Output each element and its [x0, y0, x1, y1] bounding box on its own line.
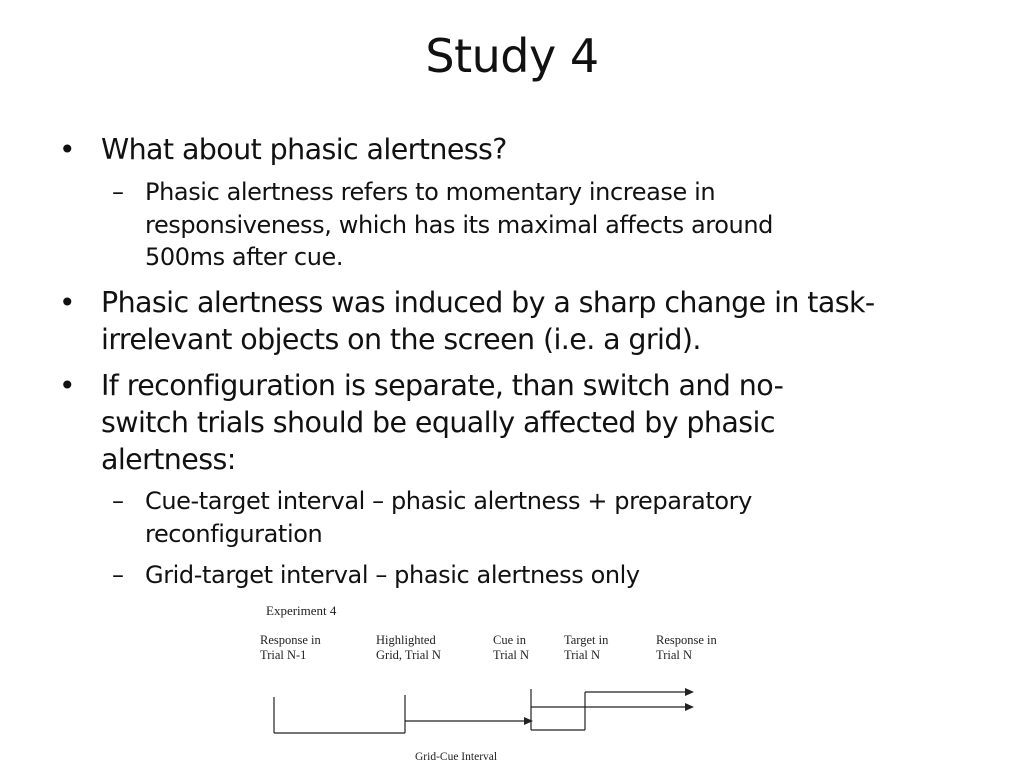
sub-bullet-line: reconfiguration — [145, 519, 323, 548]
sub-bullet-cue-target — [112, 485, 752, 550]
event-label-line: Target in — [564, 633, 609, 647]
arrowhead-cue — [685, 703, 694, 711]
grid-cue-interval-label: Grid-Cue Interval — [415, 751, 498, 763]
event-label-line: Highlighted — [376, 633, 436, 647]
event-label-line: Response in — [260, 633, 321, 647]
bullet-line: alertness: — [101, 443, 236, 476]
sub-bullet-grid-target — [112, 559, 640, 592]
sub-bullet-dash: – — [112, 487, 124, 515]
event-label-line: Trial N — [564, 648, 601, 662]
bullet-line: Phasic alertness was induced by a sharp change in task- — [101, 286, 875, 319]
sub-bullet-dash: – — [112, 561, 124, 589]
bullet-dot: • — [59, 133, 75, 166]
sub-bullet-line: 500ms after cue. — [145, 243, 344, 271]
event-label-line: Cue in — [493, 633, 526, 647]
sub-bullet-line: Phasic alertness refers to momentary increase in — [145, 178, 716, 206]
sub-bullet-dash: – — [112, 178, 124, 206]
event-label-line: Response in — [656, 633, 717, 647]
bullet-dot: • — [59, 369, 75, 402]
event-label-cue — [493, 633, 529, 663]
event-label-line: Trial N — [493, 648, 530, 662]
bullet-dot: • — [59, 286, 75, 319]
event-label-response-n — [656, 633, 717, 663]
arrowhead-grid-cue — [524, 717, 533, 725]
arrowhead-target — [685, 688, 694, 696]
event-label-highlighted-grid — [376, 633, 441, 663]
bullet-phasic-question — [59, 131, 507, 168]
sub-bullet-line: Grid-target interval – phasic alertness only — [145, 561, 640, 589]
event-label-line: Grid, Trial N — [376, 648, 441, 662]
bullet-line: If reconfiguration is separate, than switch and no- — [101, 369, 784, 402]
slide-title: Study 4 — [425, 29, 599, 83]
bullet-line: irrelevant objects on the screen (i.e. a grid). — [101, 323, 701, 356]
event-label-target — [564, 633, 608, 663]
sub-bullet-phasic-definition — [112, 176, 773, 274]
bullet-text: What about phasic alertness? — [101, 133, 507, 166]
figure-title: Experiment 4 — [266, 603, 337, 618]
sub-bullet-line: Cue-target interval – phasic alertness + preparatory — [145, 487, 752, 515]
event-label-line: Trial N-1 — [260, 648, 307, 662]
event-label-response-n-1 — [260, 633, 321, 663]
bullet-phasic-induced — [59, 284, 875, 358]
sub-bullet-line: responsiveness, which has its maximal affects around — [145, 210, 773, 239]
bullet-reconfiguration — [59, 367, 784, 478]
event-label-line: Trial N — [656, 648, 693, 662]
bullet-line: switch trials should be equally affected by phasic — [101, 406, 775, 439]
